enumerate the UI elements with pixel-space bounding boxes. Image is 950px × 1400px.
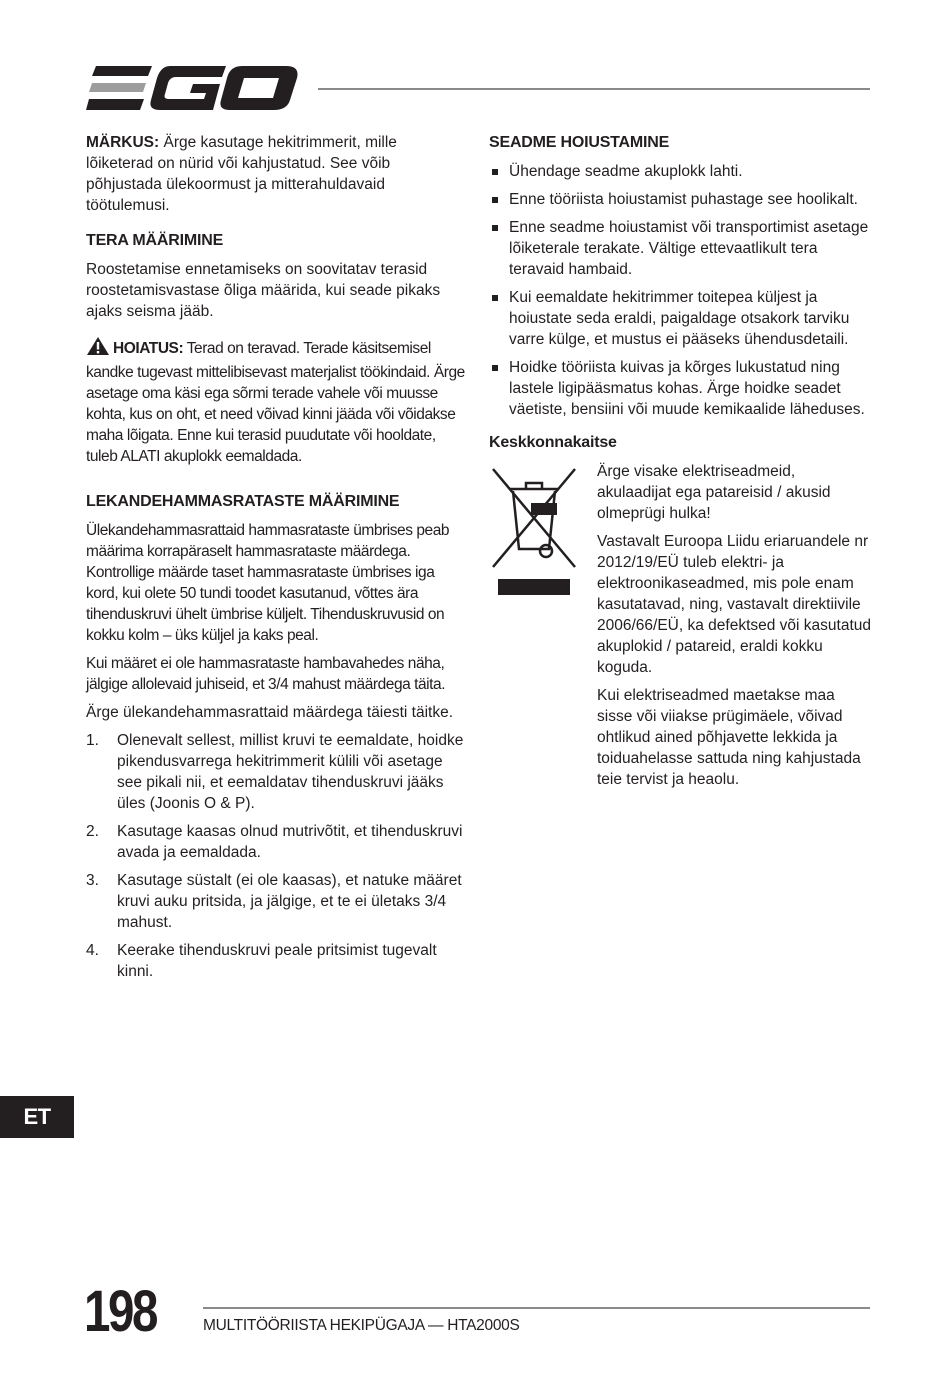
- environment-heading: Keskkonnakaitse: [489, 434, 617, 451]
- note-paragraph: [86, 132, 466, 216]
- ego-logo: [86, 64, 298, 112]
- gear-lube-steps: [86, 730, 466, 982]
- language-tab: ET: [0, 1096, 74, 1138]
- storage-bullets: [489, 161, 873, 420]
- crossed-out-bin-icon: [489, 463, 579, 595]
- warning-text: Terad on teravad. Terade käsitsemisel kandke tugevast mittelibisevast materjalist töökindaid. Ärge asetage oma käsi ega sõrmi terade vahele või muusse kohta, kus on oht, et need võivad kinni jääda või võidakse maha lõigata. Enne kui terasid puudutate või hooldate, tuleb ALATI akuplokk eemaldada.: [86, 340, 465, 465]
- step-item: [86, 730, 466, 814]
- bullet-item: Enne seadme hoiustamist või transportimist asetage lõiketerale terakate. Vältige ettevaatlikult tera teravaid hambaid.: [489, 217, 873, 280]
- warning-triangle-icon: [86, 336, 110, 362]
- step-number: 3.: [86, 872, 99, 889]
- blade-lube-heading: TERA MÄÄRIMINE: [86, 232, 224, 249]
- step-text: Kasutage kaasas olnud mutrivõtit, et tihenduskruvi avada ja eemaldada.: [117, 823, 463, 861]
- step-text: Kasutage süstalt (ei ole kaasas), et natuke määret kruvi auku pritsida, ja jälgige, et te ei ületaks 3/4 mahust.: [117, 872, 462, 931]
- environment-para1: Ärge visake elektriseadmeid, akulaadijat ega patareisid / akusid olmeprügi hulka!: [597, 463, 831, 522]
- bullet-item: Hoidke tööriista kuivas ja kõrges lukustatud ning lastele ligipääsmatus kohas. Ärge hoidke seadet väetiste, bensiini või muude kemikaalide läheduses.: [489, 357, 873, 420]
- footer-title: MULTITÖÖRIISTA HEKIPÜGAJA — HTA2000S: [203, 1317, 520, 1334]
- step-number: 2.: [86, 823, 99, 840]
- gear-lube-para2: Kui määret ei ole hammasrataste hambavahedes näha, jälgige allolevaid juhiseid, et 3/4 mahust määrdega täita.: [86, 655, 446, 693]
- right-column: [489, 132, 873, 797]
- gear-lube-para1: Ülekandehammasrattaid hammasrataste ümbrises peab määrima korrapäraselt hammasrataste määrdega. Kontrollige määrde taset hammasrataste ümbrises iga kord, kui olete 50 tundi toodet kasutanud, võttes ära tihenduskruvi ühelt ümbrise küljelt. Tihenduskruvusid on kokku kolm – üks küljel ja kaks peal.: [86, 522, 450, 644]
- environment-section: [489, 461, 873, 790]
- note-label: MÄRKUS:: [86, 134, 160, 151]
- blade-lube-text: Roostetamise ennetamiseks on soovitatav terasid roostetamisvastase õliga määrida, kui seade pikaks ajaks seisma jääb.: [86, 261, 441, 320]
- page-number: 198: [84, 1279, 156, 1344]
- bullet-item: Ühendage seadme akuplokk lahti.: [489, 161, 873, 182]
- step-item: [86, 821, 466, 863]
- note-text: Ärge kasutage hekitrimmerit, mille lõiketerad on nürid või kahjustatud. See võib põhjustada ülekoormust ja mitterahuldavaid töötulemusi.: [86, 134, 397, 214]
- step-number: 4.: [86, 942, 99, 959]
- gear-lube-para3: Ärge ülekandehammasrattaid määrdega täiesti täitke.: [86, 704, 454, 721]
- bullet-item: Enne tööriista hoiustamist puhastage see hoolikalt.: [489, 189, 873, 210]
- warning-paragraph: [86, 336, 466, 467]
- step-text: Olenevalt sellest, millist kruvi te eemaldate, hoidke pikendusvarrega hekitrimmerit külili või asetage see pikali nii, et eemaldatav tihenduskruvi jääks üles (Joonis O & P).: [117, 732, 464, 812]
- bullet-item: Kui eemaldate hekitrimmer toitepea küljest ja hoiustate seda eraldi, paigaldage otsakork tarviku varre külge, et mustus ei pääseks ühendusdetaili.: [489, 287, 873, 350]
- environment-para3: Kui elektriseadmed maetakse maa sisse või viiakse prügimäele, võivad ohtlikud ained põhjavette lekkida ja toiduahelasse sattuda ning kahjustada teie tervist ja heaolu.: [597, 687, 861, 788]
- warning-label: HOIATUS:: [113, 340, 184, 357]
- step-text: Keerake tihenduskruvi peale pritsimist tugevalt kinni.: [117, 942, 437, 980]
- left-column: [86, 132, 466, 989]
- environment-para2: Vastavalt Euroopa Liidu eriaruandele nr 2012/19/EÜ tuleb elektri- ja elektroonikaseadmed, mis pole enam kasutatavad, ning, vastavalt direktiivile 2006/66/EÜ, ka defektsed või kasutatud akuplokid / patareid, eraldi kokku koguda.: [597, 533, 872, 676]
- step-item: [86, 940, 466, 982]
- step-number: 1.: [86, 732, 99, 749]
- footer-rule: [203, 1307, 870, 1309]
- storage-heading: SEADME HOIUSTAMINE: [489, 134, 670, 151]
- gear-lube-heading: LEKANDEHAMMASRATASTE MÄÄRIMINE: [86, 493, 400, 510]
- step-item: [86, 870, 466, 933]
- header-rule: [318, 88, 870, 90]
